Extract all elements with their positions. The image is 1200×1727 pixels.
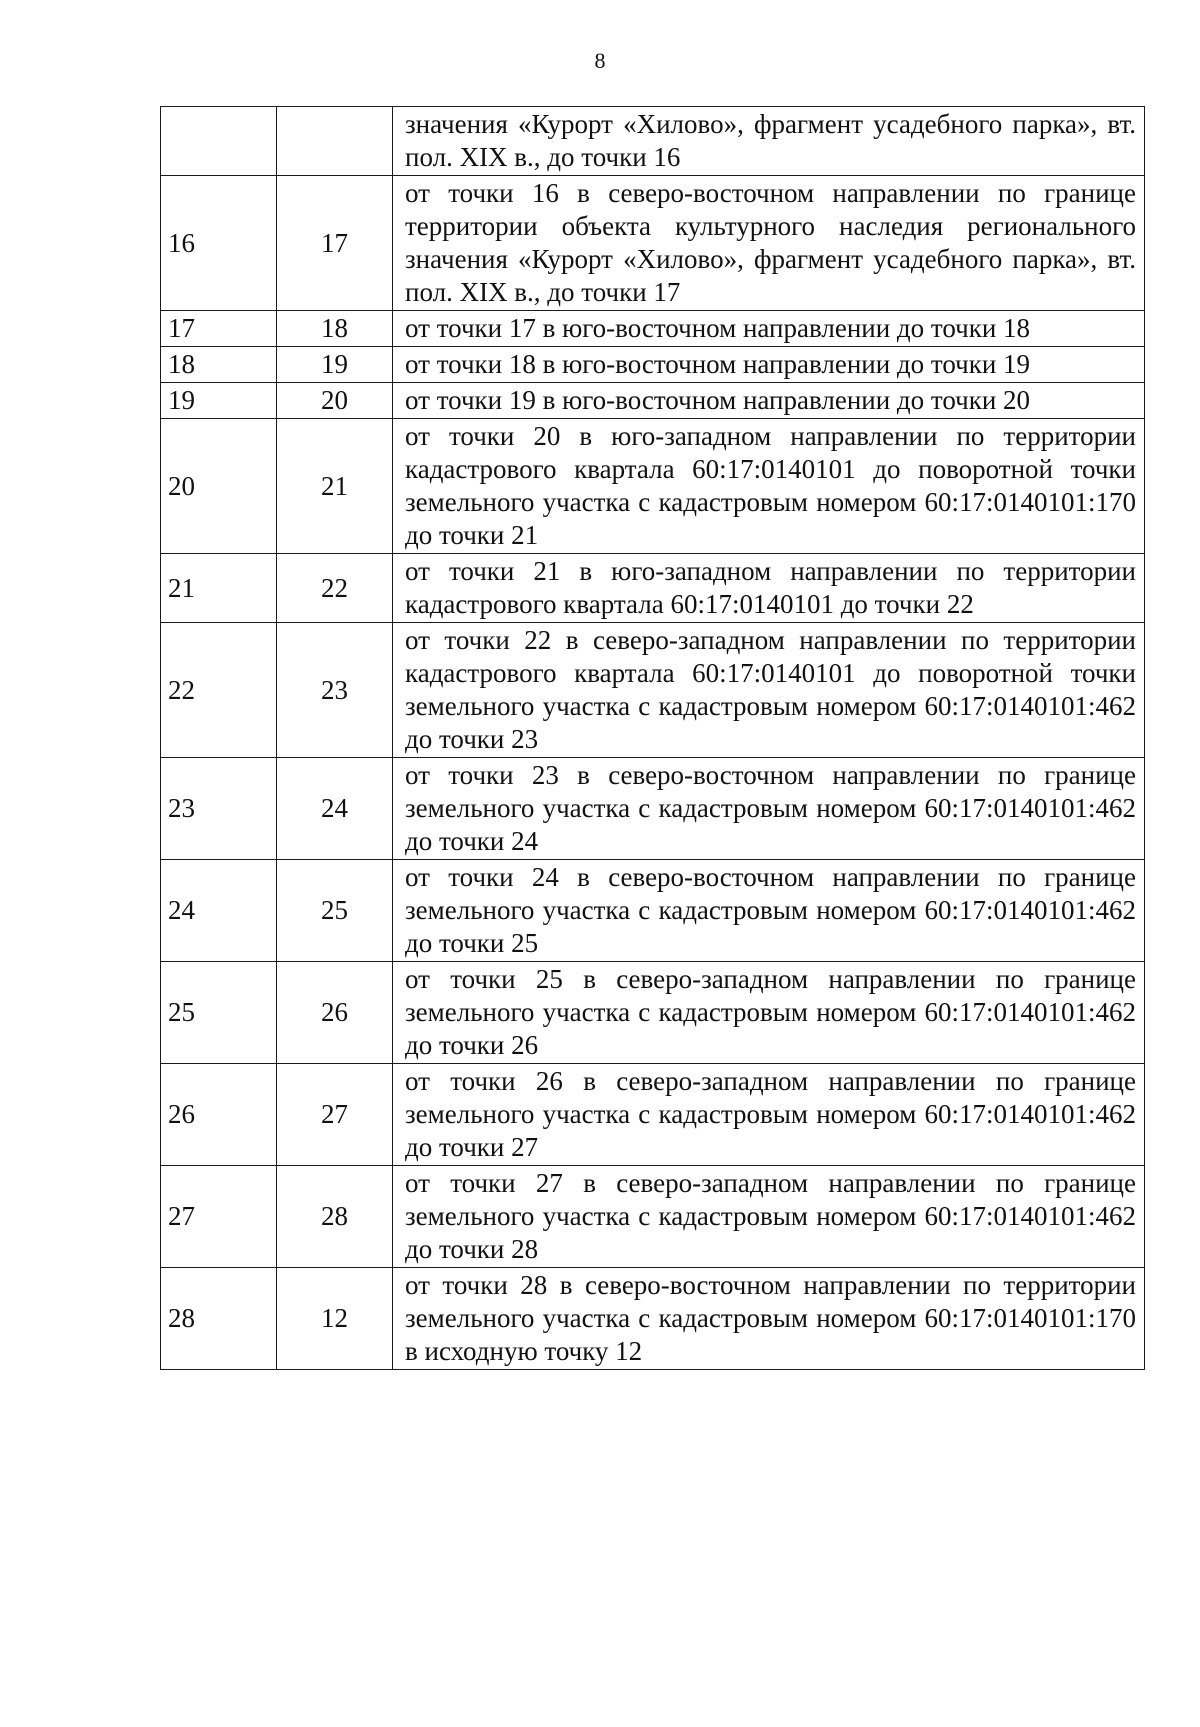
from-point-cell: 21 [161,554,277,623]
from-point-cell: 18 [161,347,277,383]
table-row [161,176,1145,311]
description-cell: от точки 27 в северо-западном направлении по границе земельного участка с кадастровым номером 60:17:0140101:462 до точки 28 [393,1166,1145,1268]
from-point-cell: 22 [161,623,277,758]
table-row [161,860,1145,962]
description-cell: от точки 20 в юго-западном направлении по территории кадастрового квартала 60:17:0140101 до поворотной точки земельного участка с кадастровым номером 60:17:0140101:170 до точки 21 [393,419,1145,554]
description-cell: от точки 16 в северо-восточном направлении по границе территории объекта культурного наследия регионального значения «Курорт «Хилово», фрагмент усадебного парка», вт. пол. XIX в., до точки 17 [393,176,1145,311]
to-point-cell: 19 [277,347,393,383]
from-point-cell: 20 [161,419,277,554]
to-point-cell: 26 [277,962,393,1064]
description-cell: от точки 26 в северо-западном направлении по границе земельного участка с кадастровым номером 60:17:0140101:462 до точки 27 [393,1064,1145,1166]
description-cell: от точки 17 в юго-восточном направлении до точки 18 [393,311,1145,347]
to-point-cell: 23 [277,623,393,758]
description-cell: от точки 19 в юго-восточном направлении до точки 20 [393,383,1145,419]
table-row [161,1166,1145,1268]
to-point-cell: 17 [277,176,393,311]
page-number: 8 [594,48,606,73]
boundary-description-table [160,106,1145,1370]
to-point-cell: 20 [277,383,393,419]
from-point-cell: 16 [161,176,277,311]
from-point-cell: 26 [161,1064,277,1166]
from-point-cell: 25 [161,962,277,1064]
table-row [161,107,1145,176]
to-point-cell: 24 [277,758,393,860]
table-row [161,311,1145,347]
description-cell: от точки 25 в северо-западном направлении по границе земельного участка с кадастровым номером 60:17:0140101:462 до точки 26 [393,962,1145,1064]
description-cell: от точки 28 в северо-восточном направлении по территории земельного участка с кадастровым номером 60:17:0140101:170 в исходную точку 12 [393,1268,1145,1370]
table-row [161,623,1145,758]
to-point-cell: 27 [277,1064,393,1166]
from-point-cell: 24 [161,860,277,962]
description-cell: от точки 18 в юго-восточном направлении до точки 19 [393,347,1145,383]
description-cell: от точки 21 в юго-западном направлении по территории кадастрового квартала 60:17:0140101 до точки 22 [393,554,1145,623]
description-cell: от точки 22 в северо-западном направлении по территории кадастрового квартала 60:17:0140101 до поворотной точки земельного участка с кадастровым номером 60:17:0140101:462 до точки 23 [393,623,1145,758]
table-row [161,347,1145,383]
description-cell: от точки 23 в северо-восточном направлении по границе земельного участка с кадастровым номером 60:17:0140101:462 до точки 24 [393,758,1145,860]
table-row [161,758,1145,860]
from-point-cell [161,107,277,176]
description-cell: от точки 24 в северо-восточном направлении по границе земельного участка с кадастровым номером 60:17:0140101:462 до точки 25 [393,860,1145,962]
from-point-cell: 28 [161,1268,277,1370]
to-point-cell: 25 [277,860,393,962]
table-row [161,1268,1145,1370]
to-point-cell: 18 [277,311,393,347]
to-point-cell: 22 [277,554,393,623]
to-point-cell: 28 [277,1166,393,1268]
from-point-cell: 23 [161,758,277,860]
table-row [161,383,1145,419]
from-point-cell: 19 [161,383,277,419]
to-point-cell: 12 [277,1268,393,1370]
to-point-cell: 21 [277,419,393,554]
table-row [161,419,1145,554]
table-row [161,1064,1145,1166]
from-point-cell: 17 [161,311,277,347]
to-point-cell [277,107,393,176]
table-row [161,962,1145,1064]
from-point-cell: 27 [161,1166,277,1268]
description-cell: значения «Курорт «Хилово», фрагмент усадебного парка», вт. пол. XIX в., до точки 16 [393,107,1145,176]
table-row [161,554,1145,623]
